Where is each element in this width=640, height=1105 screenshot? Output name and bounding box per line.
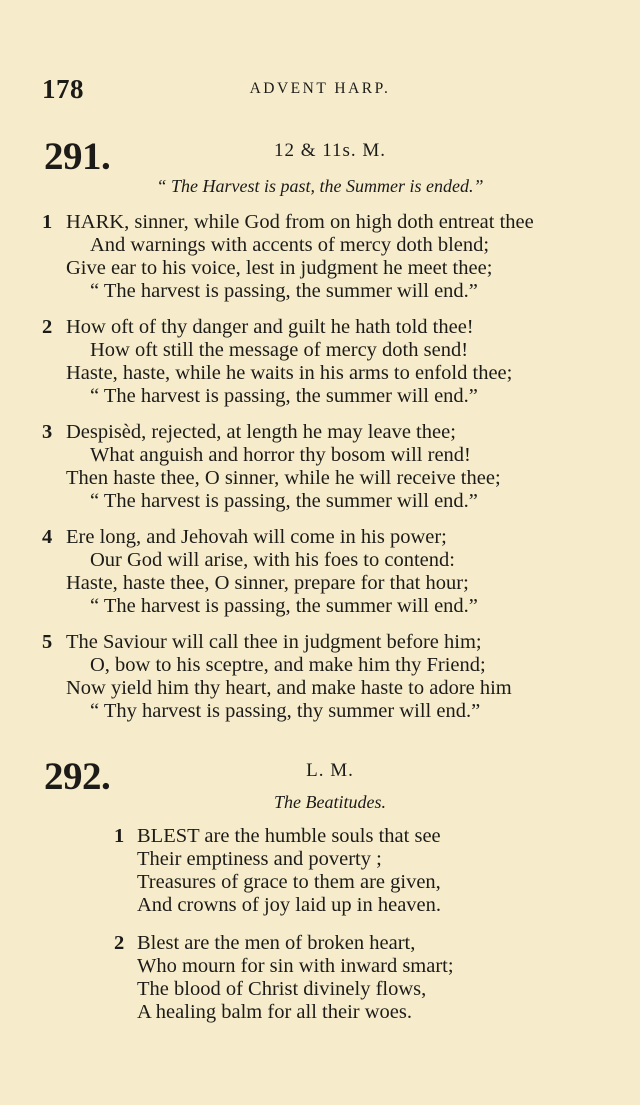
- verse-number: 1: [42, 211, 53, 233]
- verse-line: BLEST are the humble souls that see: [137, 825, 441, 847]
- verse-line: And warnings with accents of mercy doth blend;: [90, 234, 490, 256]
- hymn-meter: 12 & 11s. M.: [273, 140, 387, 161]
- verse-line: “ The harvest is passing, the summer will end.”: [90, 280, 478, 302]
- verse-line: [114, 826, 124, 847]
- hymn-number: 292.: [44, 755, 111, 798]
- verse-line: And crowns of joy laid up in heaven.: [137, 894, 442, 916]
- verse-line: [42, 422, 52, 443]
- verse-line: Haste, haste, while he waits in his arms to enfold thee;: [66, 362, 513, 384]
- verse-line: How oft still the message of mercy doth send!: [90, 339, 469, 361]
- verse-number: 4: [42, 526, 53, 548]
- verse-line: [42, 317, 52, 338]
- hymn-subtitle: The Beatitudes.: [274, 792, 386, 812]
- verse-line: Haste, haste thee, O sinner, prepare for that hour;: [66, 572, 469, 594]
- verse-line: Despisèd, rejected, at length he may leave thee;: [66, 421, 456, 443]
- verse-line: [42, 527, 52, 548]
- verse-line: Give ear to his voice, lest in judgment he meet thee;: [66, 257, 493, 279]
- verse-line: “ Thy harvest is passing, thy summer will end.”: [90, 700, 481, 722]
- verse-line: [42, 212, 52, 233]
- verse-number: 2: [42, 316, 53, 338]
- hymn-subtitle: “ The Harvest is past, the Summer is ended.”: [156, 176, 484, 196]
- verse-line: “ The harvest is passing, the summer will end.”: [90, 490, 478, 512]
- running-title: ADVENT HARP.: [249, 80, 391, 97]
- verse-line: The blood of Christ divinely flows,: [137, 978, 427, 1000]
- verse-line: Then haste thee, O sinner, while he will receive thee;: [66, 467, 501, 489]
- verse-line: What anguish and horror thy bosom will rend!: [90, 444, 471, 466]
- verse-number: 2: [114, 932, 125, 954]
- verse-line: Their emptiness and poverty ;: [137, 848, 382, 870]
- hymn-meter: L. M.: [306, 760, 354, 781]
- verse-number: 3: [42, 421, 53, 443]
- verse-line: How oft of thy danger and guilt he hath told thee!: [66, 316, 474, 338]
- verse-number: 5: [42, 631, 53, 653]
- hymn-number: 291.: [44, 135, 111, 178]
- verse-line: [42, 632, 52, 653]
- verse-line: Ere long, and Jehovah will come in his power;: [66, 526, 447, 548]
- verse-line: A healing balm for all their woes.: [137, 1001, 412, 1023]
- page-number: 178: [42, 74, 84, 104]
- verse-line: Who mourn for sin with inward smart;: [137, 955, 454, 977]
- verse-line: “ The harvest is passing, the summer will end.”: [90, 385, 478, 407]
- verse-line: [114, 933, 124, 954]
- verse-line: HARK, sinner, while God from on high doth entreat thee: [66, 211, 534, 233]
- verse-line: Our God will arise, with his foes to contend:: [90, 549, 455, 571]
- verse-line: Blest are the men of broken heart,: [137, 932, 416, 954]
- verse-number: 1: [114, 825, 125, 847]
- verse-line: O, bow to his sceptre, and make him thy Friend;: [90, 654, 486, 676]
- verse-line: The Saviour will call thee in judgment before him;: [66, 631, 482, 653]
- verse-line: “ The harvest is passing, the summer will end.”: [90, 595, 478, 617]
- verse-line: Treasures of grace to them are given,: [137, 871, 441, 893]
- verse-line: Now yield him thy heart, and make haste to adore him: [66, 677, 512, 699]
